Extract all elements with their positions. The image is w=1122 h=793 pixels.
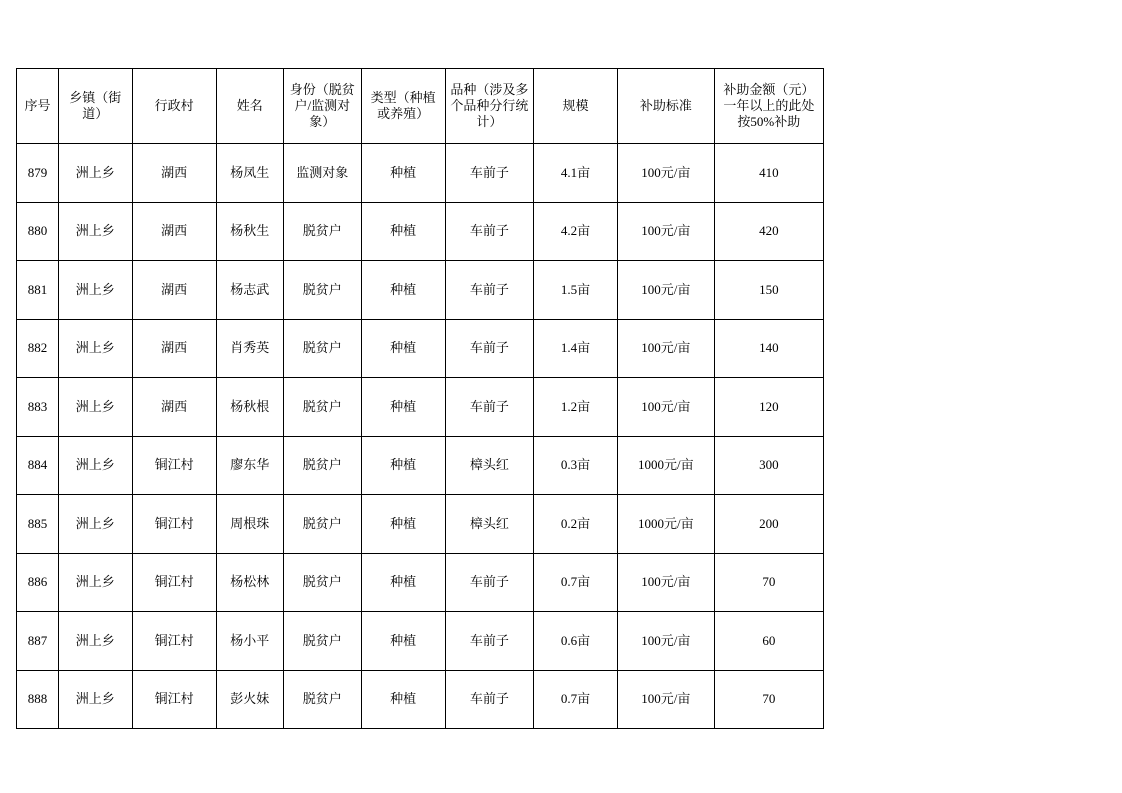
cell-seq: 887 bbox=[17, 612, 59, 671]
cell-town: 洲上乡 bbox=[59, 553, 133, 612]
table-row bbox=[17, 495, 824, 554]
cell-identity: 脱贫户 bbox=[283, 612, 361, 671]
table-row bbox=[17, 319, 824, 378]
cell-name: 肖秀英 bbox=[216, 319, 283, 378]
column-header-village: 行政村 bbox=[132, 69, 216, 144]
cell-seq: 882 bbox=[17, 319, 59, 378]
cell-amount: 70 bbox=[714, 670, 823, 729]
cell-scale: 0.2亩 bbox=[533, 495, 617, 554]
cell-identity: 监测对象 bbox=[283, 144, 361, 203]
column-header-amount bbox=[714, 69, 823, 144]
cell-name: 杨秋根 bbox=[216, 378, 283, 437]
cell-variety: 车前子 bbox=[445, 612, 533, 671]
cell-identity: 脱贫户 bbox=[283, 202, 361, 261]
cell-identity: 脱贫户 bbox=[283, 495, 361, 554]
cell-village: 铜江村 bbox=[132, 670, 216, 729]
cell-village: 湖西 bbox=[132, 202, 216, 261]
cell-village: 铜江村 bbox=[132, 436, 216, 495]
column-header-town: 乡镇（街道） bbox=[59, 69, 133, 144]
cell-amount: 60 bbox=[714, 612, 823, 671]
table-row bbox=[17, 436, 824, 495]
cell-name: 杨志武 bbox=[216, 261, 283, 320]
cell-scale: 1.5亩 bbox=[533, 261, 617, 320]
cell-type: 种植 bbox=[361, 436, 445, 495]
cell-name: 杨松林 bbox=[216, 553, 283, 612]
cell-variety: 车前子 bbox=[445, 144, 533, 203]
cell-scale: 0.3亩 bbox=[533, 436, 617, 495]
cell-village: 铜江村 bbox=[132, 495, 216, 554]
subsidy-table-wrapper bbox=[16, 68, 824, 729]
cell-amount: 150 bbox=[714, 261, 823, 320]
cell-standard: 100元/亩 bbox=[618, 612, 715, 671]
cell-amount: 140 bbox=[714, 319, 823, 378]
cell-standard: 100元/亩 bbox=[618, 553, 715, 612]
cell-village: 铜江村 bbox=[132, 553, 216, 612]
cell-amount: 70 bbox=[714, 553, 823, 612]
cell-identity: 脱贫户 bbox=[283, 378, 361, 437]
cell-type: 种植 bbox=[361, 144, 445, 203]
cell-seq: 884 bbox=[17, 436, 59, 495]
cell-name: 杨凤生 bbox=[216, 144, 283, 203]
cell-variety: 车前子 bbox=[445, 553, 533, 612]
cell-identity: 脱贫户 bbox=[283, 319, 361, 378]
cell-variety: 车前子 bbox=[445, 261, 533, 320]
cell-town: 洲上乡 bbox=[59, 144, 133, 203]
cell-type: 种植 bbox=[361, 553, 445, 612]
table-row bbox=[17, 202, 824, 261]
cell-scale: 0.7亩 bbox=[533, 670, 617, 729]
cell-identity: 脱贫户 bbox=[283, 553, 361, 612]
table-header-row bbox=[17, 69, 824, 144]
cell-variety: 车前子 bbox=[445, 202, 533, 261]
cell-identity: 脱贫户 bbox=[283, 261, 361, 320]
column-header-name: 姓名 bbox=[216, 69, 283, 144]
cell-village: 湖西 bbox=[132, 144, 216, 203]
cell-standard: 100元/亩 bbox=[618, 261, 715, 320]
table-row bbox=[17, 261, 824, 320]
cell-name: 杨秋生 bbox=[216, 202, 283, 261]
cell-standard: 100元/亩 bbox=[618, 202, 715, 261]
table-row bbox=[17, 612, 824, 671]
cell-seq: 886 bbox=[17, 553, 59, 612]
cell-standard: 1000元/亩 bbox=[618, 495, 715, 554]
cell-scale: 4.1亩 bbox=[533, 144, 617, 203]
cell-scale: 0.7亩 bbox=[533, 553, 617, 612]
cell-standard: 100元/亩 bbox=[618, 378, 715, 437]
cell-identity: 脱贫户 bbox=[283, 436, 361, 495]
cell-amount: 120 bbox=[714, 378, 823, 437]
cell-town: 洲上乡 bbox=[59, 612, 133, 671]
table-row bbox=[17, 553, 824, 612]
cell-village: 湖西 bbox=[132, 378, 216, 437]
table-row bbox=[17, 144, 824, 203]
cell-variety: 车前子 bbox=[445, 378, 533, 437]
cell-type: 种植 bbox=[361, 202, 445, 261]
cell-town: 洲上乡 bbox=[59, 202, 133, 261]
column-header-amount-line2: 一年以上的此处 bbox=[723, 97, 815, 113]
cell-amount: 200 bbox=[714, 495, 823, 554]
subsidy-table bbox=[16, 68, 824, 729]
cell-town: 洲上乡 bbox=[59, 378, 133, 437]
column-header-amount-line3: 按50%补助 bbox=[737, 114, 801, 130]
cell-name: 廖东华 bbox=[216, 436, 283, 495]
column-header-variety: 品种（涉及多个品种分行统计） bbox=[445, 69, 533, 144]
cell-town: 洲上乡 bbox=[59, 670, 133, 729]
cell-amount: 300 bbox=[714, 436, 823, 495]
cell-town: 洲上乡 bbox=[59, 436, 133, 495]
cell-name: 杨小平 bbox=[216, 612, 283, 671]
cell-type: 种植 bbox=[361, 495, 445, 554]
cell-scale: 4.2亩 bbox=[533, 202, 617, 261]
cell-name: 周根珠 bbox=[216, 495, 283, 554]
cell-type: 种植 bbox=[361, 261, 445, 320]
cell-town: 洲上乡 bbox=[59, 495, 133, 554]
cell-village: 湖西 bbox=[132, 319, 216, 378]
table-row bbox=[17, 670, 824, 729]
column-header-identity: 身份（脱贫户/监测对象） bbox=[283, 69, 361, 144]
cell-village: 铜江村 bbox=[132, 612, 216, 671]
cell-scale: 1.4亩 bbox=[533, 319, 617, 378]
cell-standard: 100元/亩 bbox=[618, 670, 715, 729]
cell-town: 洲上乡 bbox=[59, 319, 133, 378]
cell-town: 洲上乡 bbox=[59, 261, 133, 320]
column-header-standard: 补助标准 bbox=[618, 69, 715, 144]
cell-identity: 脱贫户 bbox=[283, 670, 361, 729]
table-header bbox=[17, 69, 824, 144]
cell-variety: 车前子 bbox=[445, 670, 533, 729]
cell-variety: 樟头红 bbox=[445, 436, 533, 495]
cell-seq: 888 bbox=[17, 670, 59, 729]
cell-type: 种植 bbox=[361, 378, 445, 437]
cell-type: 种植 bbox=[361, 319, 445, 378]
cell-standard: 100元/亩 bbox=[618, 144, 715, 203]
column-header-seq: 序号 bbox=[17, 69, 59, 144]
column-header-scale: 规模 bbox=[533, 69, 617, 144]
table-body bbox=[17, 144, 824, 729]
cell-variety: 车前子 bbox=[445, 319, 533, 378]
cell-name: 彭火妹 bbox=[216, 670, 283, 729]
cell-seq: 879 bbox=[17, 144, 59, 203]
cell-scale: 1.2亩 bbox=[533, 378, 617, 437]
cell-amount: 410 bbox=[714, 144, 823, 203]
cell-seq: 885 bbox=[17, 495, 59, 554]
cell-amount: 420 bbox=[714, 202, 823, 261]
cell-standard: 1000元/亩 bbox=[618, 436, 715, 495]
cell-seq: 881 bbox=[17, 261, 59, 320]
cell-seq: 880 bbox=[17, 202, 59, 261]
cell-type: 种植 bbox=[361, 670, 445, 729]
cell-type: 种植 bbox=[361, 612, 445, 671]
cell-seq: 883 bbox=[17, 378, 59, 437]
cell-variety: 樟头红 bbox=[445, 495, 533, 554]
cell-scale: 0.6亩 bbox=[533, 612, 617, 671]
cell-standard: 100元/亩 bbox=[618, 319, 715, 378]
cell-village: 湖西 bbox=[132, 261, 216, 320]
column-header-type: 类型（种植或养殖） bbox=[361, 69, 445, 144]
table-row bbox=[17, 378, 824, 437]
column-header-amount-line1: 补助金额（元） bbox=[723, 81, 815, 97]
